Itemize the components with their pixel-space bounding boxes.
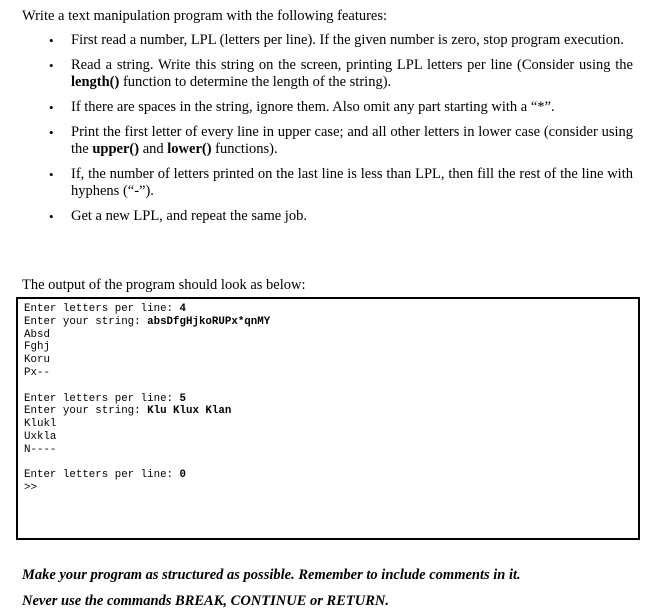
feature-text: Get a new LPL, and repeat the same job. (71, 208, 307, 224)
bullet-icon: • (49, 125, 54, 140)
console-line (24, 341, 632, 354)
console-user-input: 5 (179, 392, 186, 405)
console-line (24, 380, 632, 393)
feature-text: If there are spaces in the string, ignore them. Also omit any part starting with a “*”. (71, 99, 555, 115)
feature-text: and (139, 141, 168, 157)
feature-text: Read a string. Write this string on the screen, printing LPL letters per line (Consider using the (71, 57, 633, 73)
intro-text: Write a text manipulation program with the following features: (22, 8, 388, 24)
console-prompt: Uxkla (24, 430, 57, 443)
console-line (24, 316, 632, 329)
console-line (24, 469, 632, 482)
console-prompt: Enter letters per line: (24, 303, 180, 315)
feature-text: functions). (211, 141, 278, 157)
console-line (24, 367, 632, 380)
console-user-input: absDfgHjkoRUPx*qnMY (147, 315, 271, 328)
feature-item (0, 99, 671, 116)
function-name: length() (71, 74, 120, 90)
note-never: Never use the commands BREAK, CONTINUE or RETURN. (22, 593, 389, 609)
console-prompt: Enter your string: (24, 315, 148, 328)
console-prompt: N---- (24, 443, 57, 456)
note-structured: Make your program as structured as possible. Remember to include comments in it. (22, 567, 521, 583)
feature-item (0, 166, 671, 200)
feature-list (0, 32, 671, 233)
console-line (24, 405, 632, 418)
console-prompt: Koru (24, 354, 50, 367)
console-prompt: Fghj (24, 341, 50, 354)
feature-item (0, 57, 671, 91)
console-line (24, 457, 632, 470)
console-line (24, 393, 632, 406)
bullet-icon: • (49, 33, 54, 48)
console-prompt: Absd (24, 328, 50, 341)
console-line (24, 444, 632, 457)
feature-text: If, the number of letters printed on the last line is less than LPL, then fill the rest of the line with hyphens (“-”). (71, 166, 633, 199)
bullet-icon: • (49, 167, 54, 182)
feature-item (0, 124, 671, 158)
console-line (24, 482, 632, 495)
console-line (24, 418, 632, 431)
console-prompt: Enter your string: (24, 405, 148, 418)
console-prompt: Enter letters per line: (24, 469, 180, 482)
bullet-icon: • (49, 100, 54, 115)
console-line (24, 354, 632, 367)
bullet-icon: • (49, 209, 54, 224)
console-line (24, 329, 632, 342)
console-user-input: 4 (179, 303, 186, 315)
console-line (24, 303, 632, 316)
console-user-input: Klu Klux Klan (147, 405, 232, 418)
console-prompt: >> (24, 482, 37, 495)
console-user-input: 0 (179, 469, 186, 482)
console-line (24, 431, 632, 444)
feature-item (0, 32, 671, 49)
feature-item (0, 208, 671, 225)
console-prompt: Enter letters per line: (24, 392, 180, 405)
feature-text: Print the first letter of every line in upper case; and all other letters in lower case (consider using the (71, 124, 633, 157)
outro-text: The output of the program should look as below: (22, 277, 306, 293)
function-name: upper() (92, 141, 140, 157)
function-name: lower() (167, 141, 212, 157)
console-prompt: Klukl (24, 418, 57, 431)
bullet-icon: • (49, 58, 54, 73)
sample-output-box (16, 297, 640, 540)
console-prompt: Px-- (24, 366, 50, 379)
feature-text: function to determine the length of the string). (119, 74, 392, 90)
feature-text: First read a number, LPL (letters per line). If the given number is zero, stop program execution. (71, 32, 624, 48)
